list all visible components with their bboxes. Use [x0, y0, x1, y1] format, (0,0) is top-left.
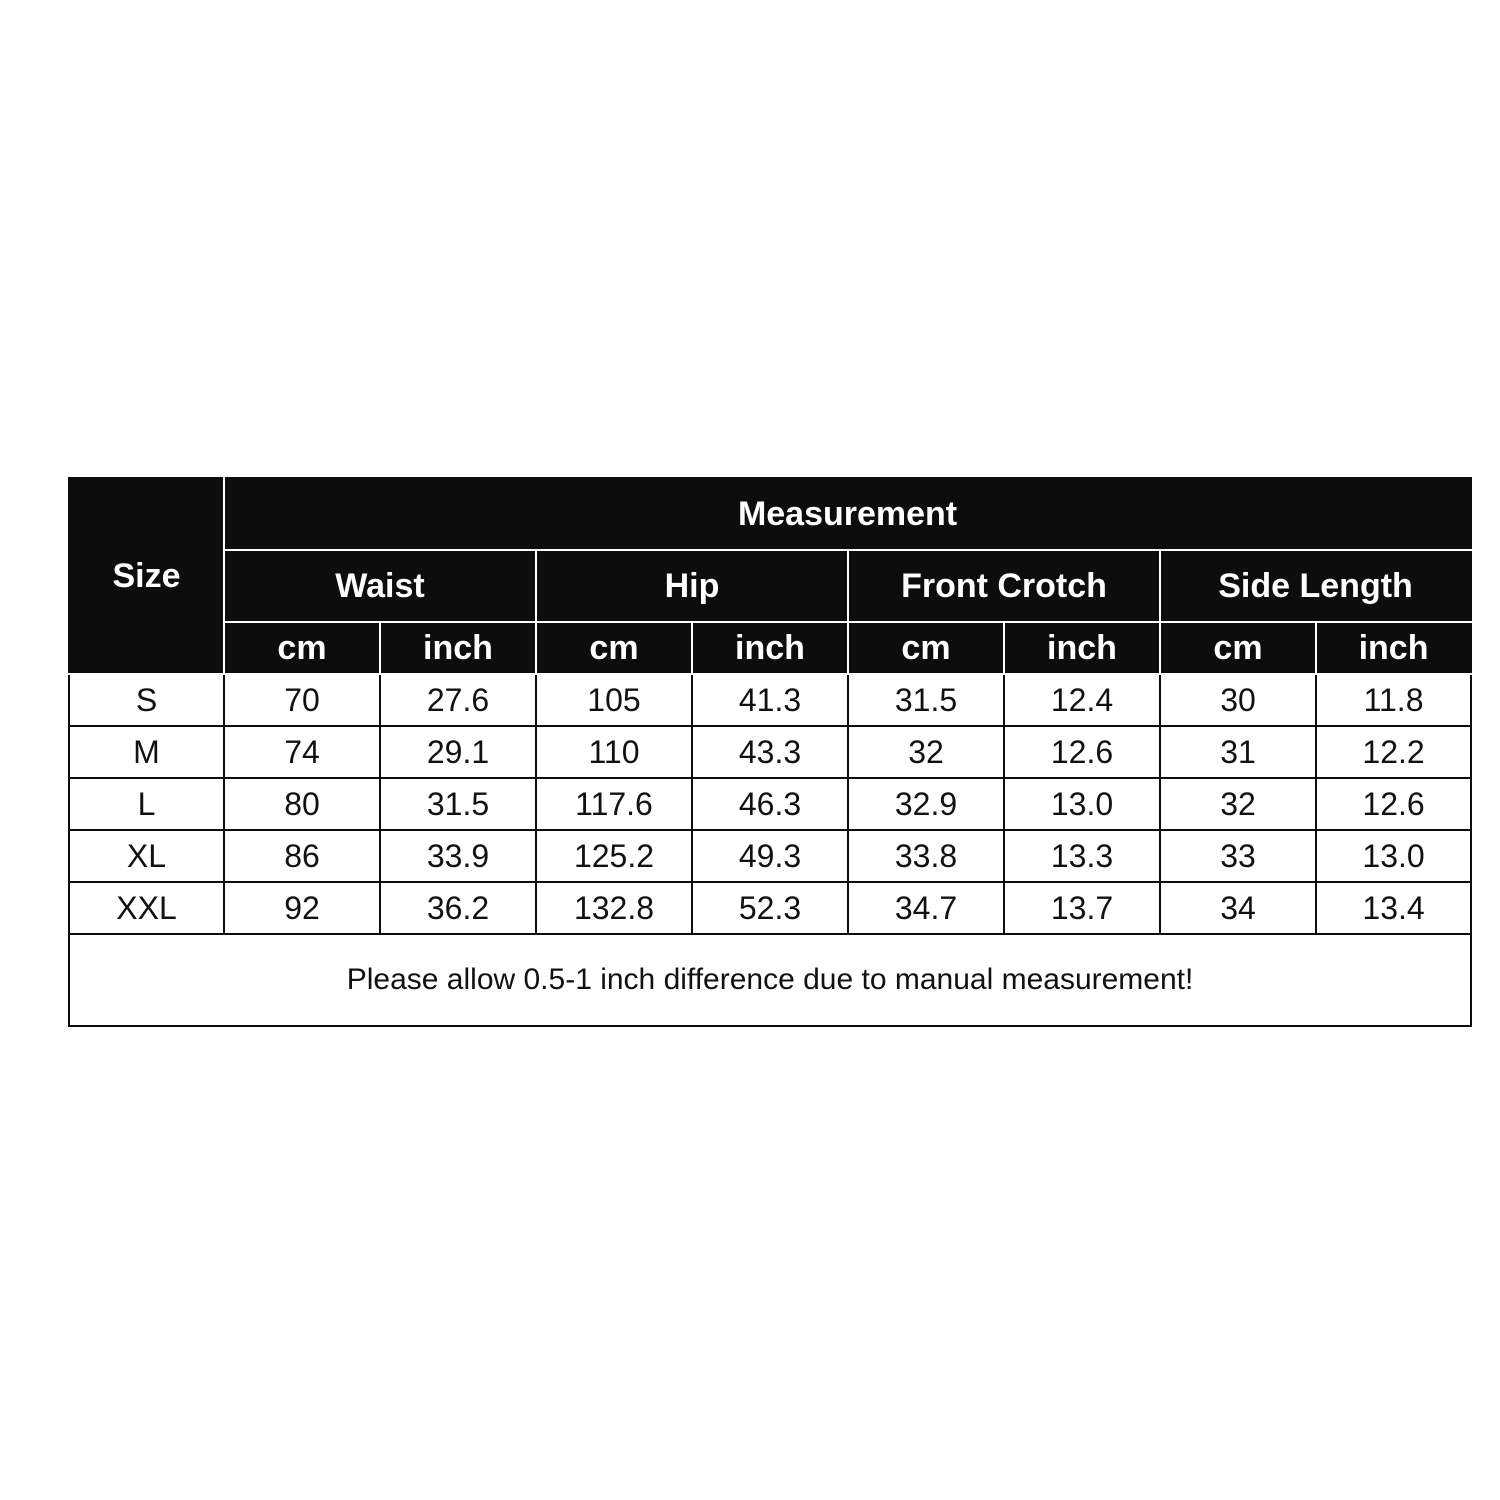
group-header-waist: Waist: [224, 550, 536, 622]
unit-header: inch: [1316, 622, 1471, 674]
value-cell: 105: [536, 674, 692, 726]
table-row: [69, 726, 1471, 778]
size-cell: XXL: [69, 882, 224, 934]
value-cell: 12.6: [1004, 726, 1160, 778]
value-cell: 41.3: [692, 674, 848, 726]
size-header: Size: [69, 478, 224, 674]
value-cell: 74: [224, 726, 380, 778]
value-cell: 12.2: [1316, 726, 1471, 778]
size-cell: L: [69, 778, 224, 830]
value-cell: 32: [1160, 778, 1316, 830]
value-cell: 30: [1160, 674, 1316, 726]
value-cell: 43.3: [692, 726, 848, 778]
value-cell: 46.3: [692, 778, 848, 830]
measurement-header: Measurement: [224, 478, 1471, 550]
unit-header: cm: [1160, 622, 1316, 674]
unit-header: cm: [848, 622, 1004, 674]
unit-header: inch: [692, 622, 848, 674]
value-cell: 52.3: [692, 882, 848, 934]
table-row: [69, 882, 1471, 934]
value-cell: 49.3: [692, 830, 848, 882]
value-cell: 132.8: [536, 882, 692, 934]
value-cell: 86: [224, 830, 380, 882]
unit-header: inch: [1004, 622, 1160, 674]
table-row: [69, 674, 1471, 726]
unit-header: cm: [536, 622, 692, 674]
value-cell: 34: [1160, 882, 1316, 934]
size-chart-table: [68, 477, 1472, 1027]
value-cell: 32.9: [848, 778, 1004, 830]
value-cell: 125.2: [536, 830, 692, 882]
value-cell: 31.5: [848, 674, 1004, 726]
table-row: [69, 778, 1471, 830]
size-cell: M: [69, 726, 224, 778]
unit-header: inch: [380, 622, 536, 674]
value-cell: 80: [224, 778, 380, 830]
group-header-hip: Hip: [536, 550, 848, 622]
value-cell: 29.1: [380, 726, 536, 778]
value-cell: 33.9: [380, 830, 536, 882]
size-cell: S: [69, 674, 224, 726]
value-cell: 117.6: [536, 778, 692, 830]
value-cell: 34.7: [848, 882, 1004, 934]
value-cell: 33: [1160, 830, 1316, 882]
unit-header: cm: [224, 622, 380, 674]
value-cell: 13.3: [1004, 830, 1160, 882]
group-header-side-length: Side Length: [1160, 550, 1471, 622]
measurement-note: Please allow 0.5-1 inch difference due to manual measurement!: [69, 934, 1471, 1026]
value-cell: 33.8: [848, 830, 1004, 882]
value-cell: 11.8: [1316, 674, 1471, 726]
value-cell: 12.4: [1004, 674, 1160, 726]
value-cell: 92: [224, 882, 380, 934]
value-cell: 70: [224, 674, 380, 726]
size-cell: XL: [69, 830, 224, 882]
value-cell: 13.0: [1004, 778, 1160, 830]
note-row: [69, 934, 1471, 1026]
value-cell: 31: [1160, 726, 1316, 778]
group-header-front-crotch: Front Crotch: [848, 550, 1160, 622]
value-cell: 27.6: [380, 674, 536, 726]
value-cell: 13.0: [1316, 830, 1471, 882]
value-cell: 13.7: [1004, 882, 1160, 934]
value-cell: 12.6: [1316, 778, 1471, 830]
value-cell: 110: [536, 726, 692, 778]
table-row: [69, 830, 1471, 882]
value-cell: 13.4: [1316, 882, 1471, 934]
value-cell: 31.5: [380, 778, 536, 830]
value-cell: 32: [848, 726, 1004, 778]
value-cell: 36.2: [380, 882, 536, 934]
